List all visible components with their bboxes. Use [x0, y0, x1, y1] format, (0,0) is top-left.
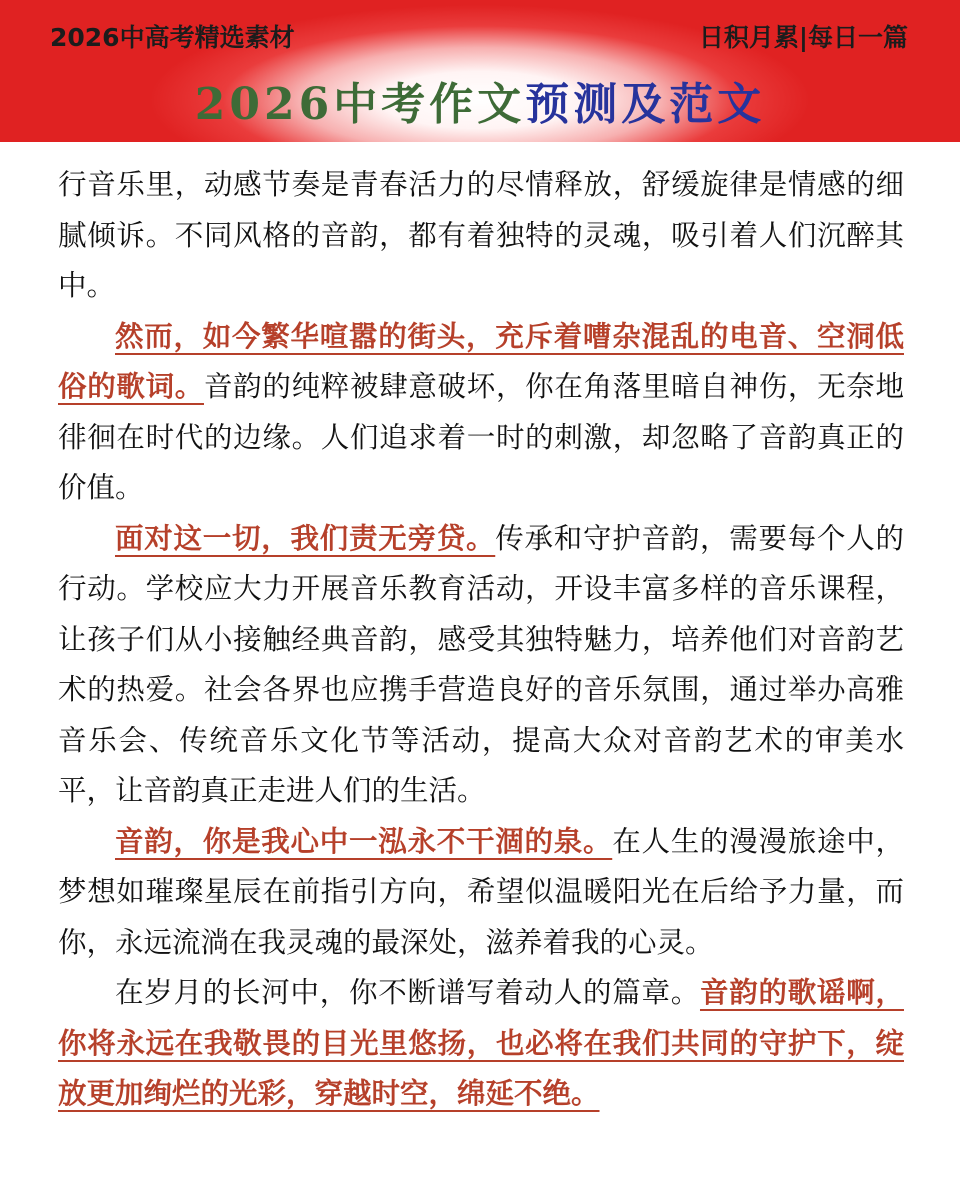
- highlight-sentence-3: 面对这一切，我们责无旁贷。: [115, 521, 496, 555]
- paragraph-5: [58, 968, 904, 1120]
- highlight-sentence-4: 音韵，你是我心中一泓永不干涸的泉。: [115, 824, 613, 858]
- paragraph-4: [58, 817, 904, 969]
- paragraph-2-text: 音韵的纯粹被肆意破坏，你在角落里暗自神伤，无奈地徘徊在时代的边缘。人们追求着一时的刺激，却忽略了音韵真正的价值。: [58, 370, 904, 504]
- paragraph-1: 行音乐里，动感节奏是青春活力的尽情释放，舒缓旋律是情感的细腻倾诉。不同风格的音韵，都有着独特的灵魂，吸引着人们沉醉其中。: [58, 168, 904, 302]
- paragraph-3: [58, 514, 904, 817]
- highlight-sentence-2: 然而，如今繁华喧嚣的街头，充斥着嘈杂混乱的电音、空洞低俗的歌词。: [58, 319, 904, 403]
- banner-title: [0, 68, 960, 132]
- banner-title-part2: 预测及范文: [525, 79, 766, 130]
- banner-title-part1: 2026中考作文: [194, 79, 526, 130]
- paragraph-5-text: 在岁月的长河中，你不断谱写着动人的篇章。: [115, 976, 700, 1009]
- paragraph-3-text: 传承和守护音韵，需要每个人的行动。学校应大力开展音乐教育活动，开设丰富多样的音乐课程，让孩子们从小接触经典音韵，感受其独特魅力，培养他们对音韵艺术的热爱。社会各界也应携手营造良好的音乐氛围，通过举办高雅音乐会、传统音乐文化节等活动，提高大众对音韵艺术的审美水平，让音韵真正走进人们的生活。: [58, 521, 904, 807]
- header-left-text: 2026中高考精选素材: [50, 23, 295, 52]
- paragraph-4-text: 在人生的漫漫旅途中，梦想如璀璨星辰在前指引方向，希望似温暖阳光在后给予力量，而你，永远流淌在我灵魂的最深处，滋养着我的心灵。: [58, 824, 904, 959]
- header-banner: [0, 0, 960, 142]
- highlight-sentence-5: 音韵的歌谣啊，你将永远在我敬畏的目光里悠扬，也必将在我们共同的守护下，绽放更加绚烂的光彩，穿越时空，绵延不绝。: [58, 976, 904, 1110]
- article-body: [58, 160, 904, 1120]
- header-right-text: 日积月累|每日一篇: [698, 23, 908, 52]
- paragraph-2: [58, 312, 904, 514]
